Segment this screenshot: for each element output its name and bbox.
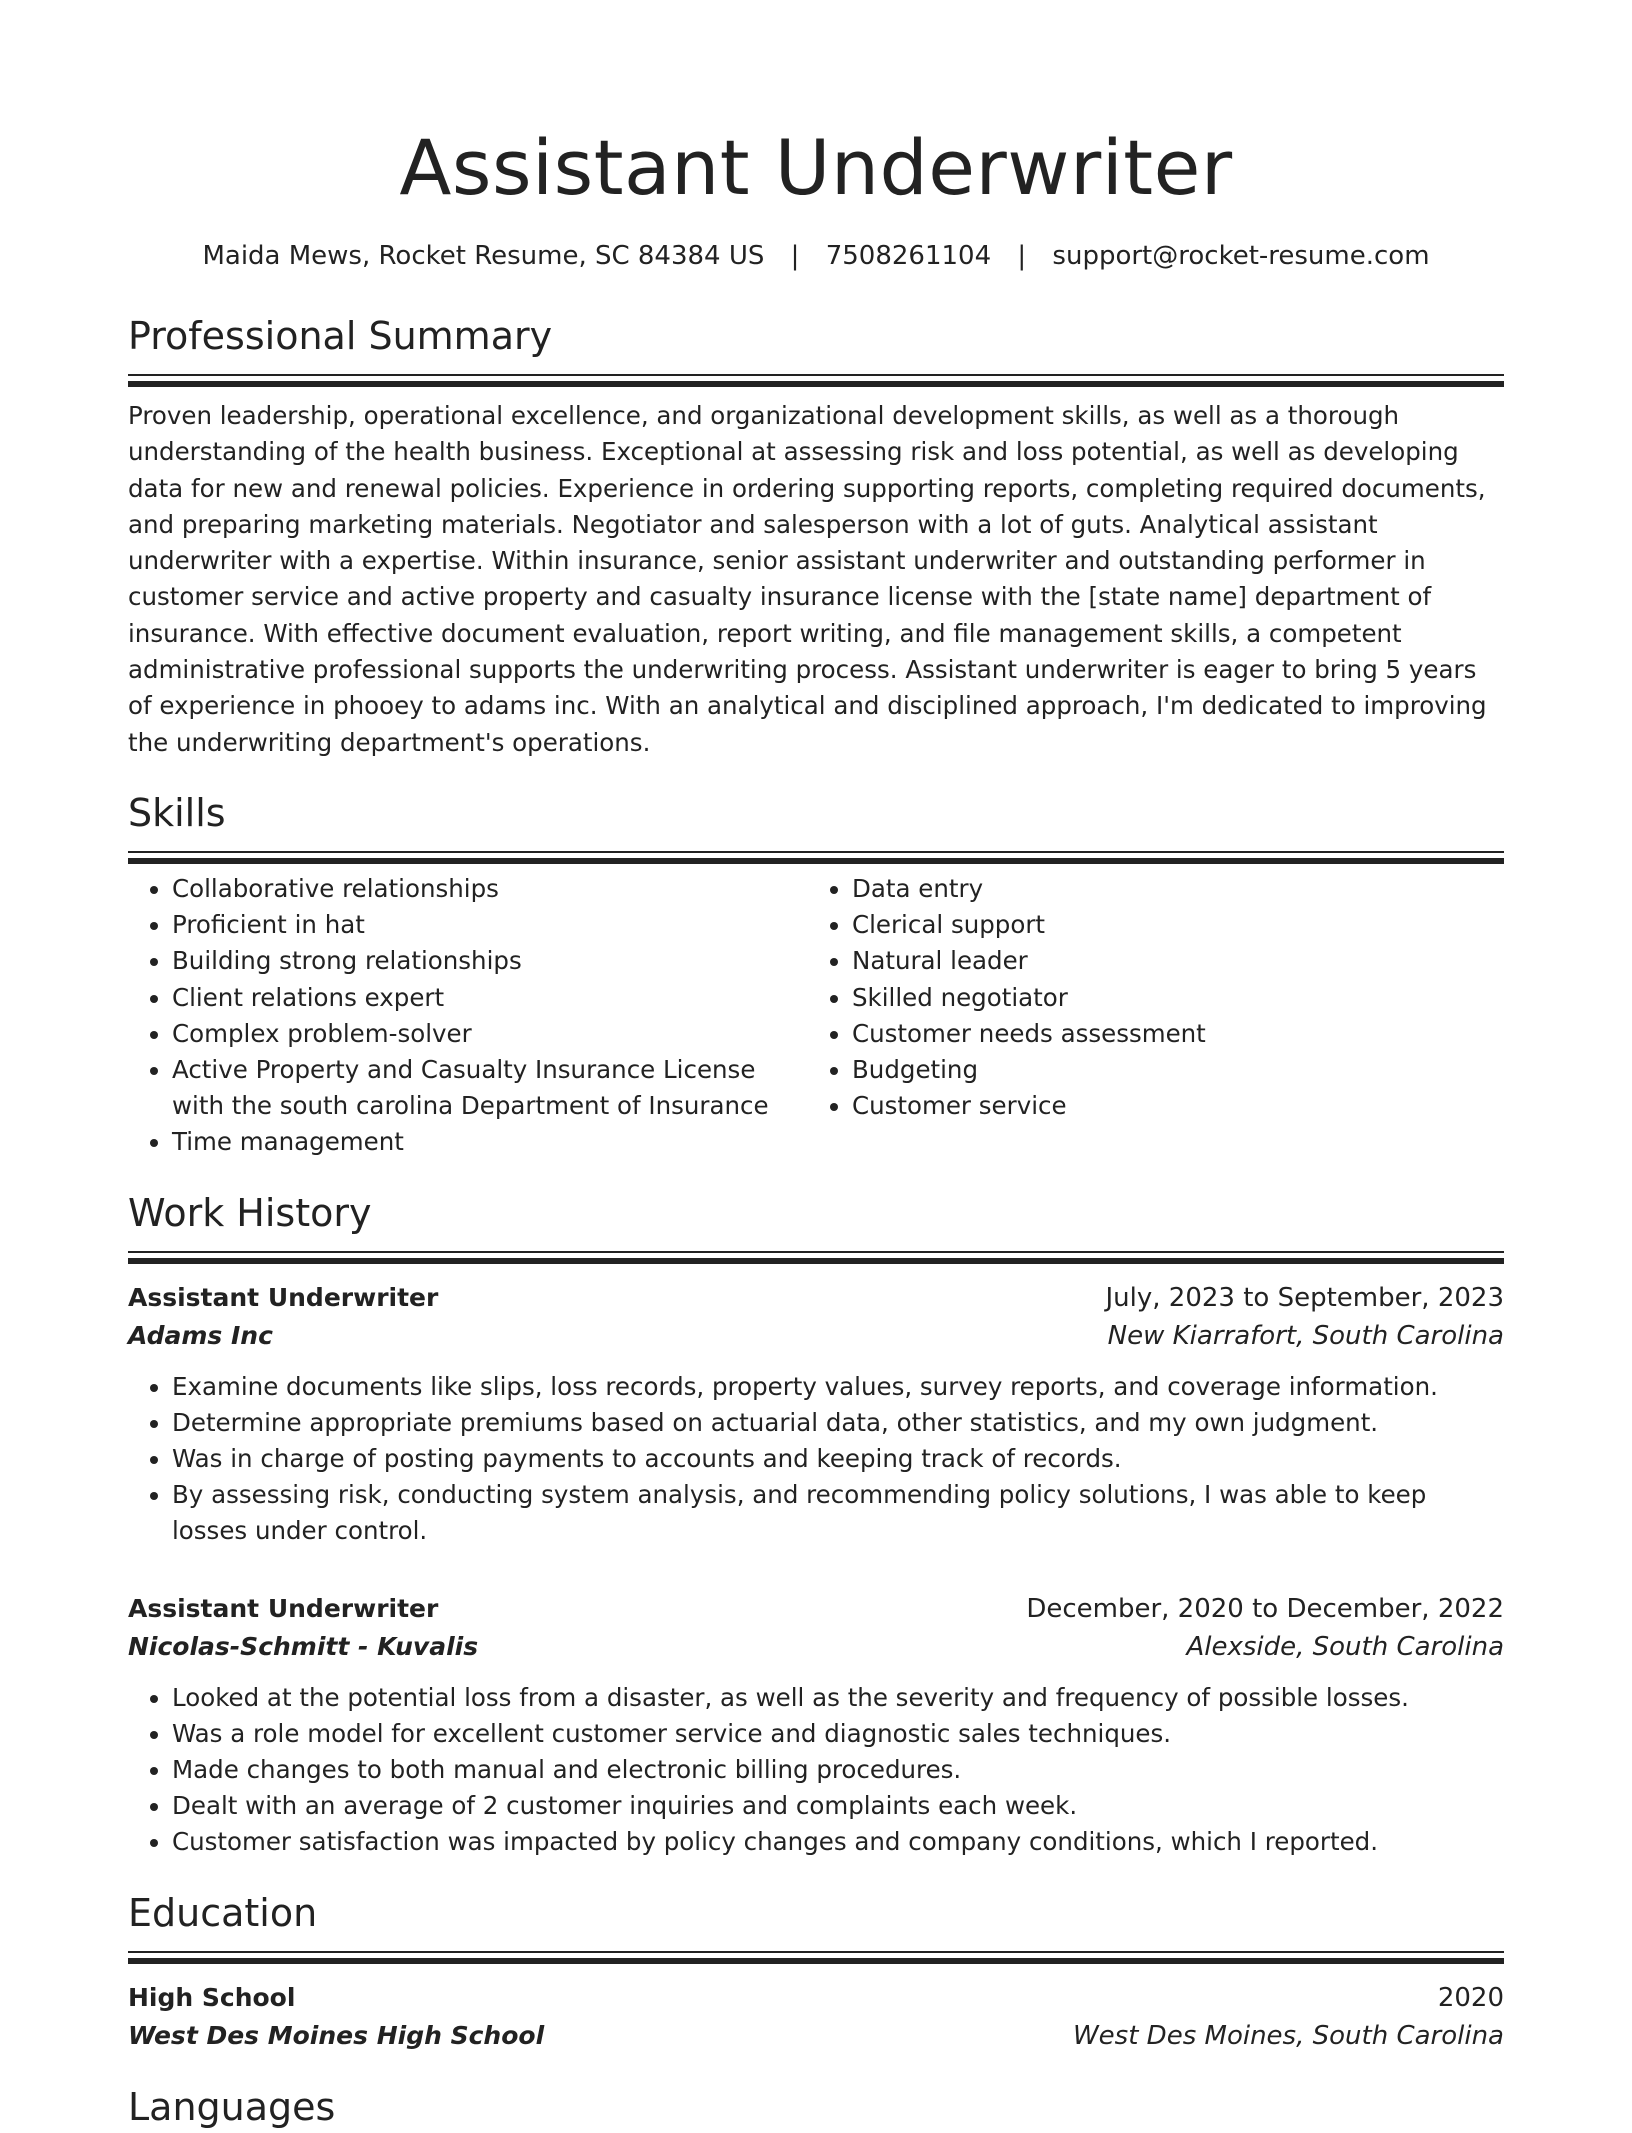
- section-heading-languages: Languages: [128, 2084, 336, 2129]
- resume-title: Assistant Underwriter: [399, 123, 1233, 212]
- skill-item: • Active Property and Casualty Insurance License with the south carolina Department of Insurance: [172, 1052, 808, 1124]
- job-bullet: • Made changes to both manual and electronic billing procedures.: [172, 1752, 1504, 1788]
- job-title: Assistant Underwriter: [128, 1282, 439, 1312]
- contact-address: Maida Mews, Rocket Resume, SC 84384 US: [202, 241, 765, 271]
- job-bullet: • Customer satisfaction was impacted by policy changes and company conditions, which I reported.: [172, 1824, 1504, 1860]
- skill-item: • Proficient in hat: [172, 907, 808, 943]
- section-divider: [128, 374, 1504, 388]
- job-company-row: [128, 1628, 1504, 1666]
- skills-section: [128, 787, 1504, 1161]
- job-dates: December, 2020 to December, 2022: [1026, 1593, 1504, 1624]
- job-bullet: • Was a role model for excellent customer service and diagnostic sales techniques.: [172, 1716, 1504, 1752]
- skill-item: • Building strong relationships: [172, 943, 808, 979]
- job-bullet: • Examine documents like slips, loss records, property values, survey reports, and coverage information.: [172, 1369, 1504, 1405]
- skill-item: • Complex problem-solver: [172, 1016, 808, 1052]
- section-heading-summary: Professional Summary: [128, 314, 553, 358]
- skill-item: • Natural leader: [852, 943, 1504, 979]
- skill-item: • Data entry: [852, 871, 1504, 907]
- skill-item: • Collaborative relationships: [172, 871, 808, 907]
- job-company: Adams Inc: [128, 1320, 273, 1350]
- job-bullet: • Determine appropriate premiums based on actuarial data, other statistics, and my own judgment.: [172, 1405, 1504, 1441]
- education-degree: High School: [128, 1982, 296, 2012]
- education-entry: [128, 1979, 1504, 2055]
- summary-text: Proven leadership, operational excellence, and organizational development skills, as well as a thorough understanding of the health business. Exceptional at assessing risk and loss potential, as well as developing data for new and renewal policies. Experience in ordering supporting reports, completing required documents, and preparing marketing materials. Negotiator and salesperson with a lot of guts. Analytical assistant underwriter with a expertise. Within insurance, senior assistant underwriter and outstanding performer in customer service and active property and casualty insurance license with the [state name] department of insurance. With effective document evaluation, report writing, and file management skills, a competent administrative professional supports the underwriting process. Assistant underwriter is eager to bring 5 years of experience in phooey to adams inc. With an analytical and disciplined approach, I'm dedicated to improving the underwriting department's operations.: [128, 401, 1487, 757]
- skills-list-left: [128, 871, 808, 1161]
- education-header-row: [128, 1979, 1504, 2017]
- section-divider: [128, 1951, 1504, 1965]
- skill-item: • Budgeting: [852, 1052, 1504, 1088]
- job-dates: July, 2023 to September, 2023: [1105, 1282, 1504, 1313]
- education-school: West Des Moines High School: [128, 2020, 545, 2050]
- section-divider: [128, 851, 1504, 865]
- contact-separator: |: [790, 241, 800, 271]
- job-location: New Kiarrafort, South Carolina: [1107, 1320, 1504, 1351]
- job-bullet-list: [128, 1680, 1504, 1861]
- section-heading-skills: Skills: [128, 790, 226, 835]
- contact-line: [128, 238, 1504, 274]
- skill-item: • Customer needs assessment: [852, 1016, 1504, 1052]
- job-company: Nicolas-Schmitt - Kuvalis: [128, 1631, 479, 1661]
- skills-grid: [128, 871, 1504, 1161]
- education-school-row: [128, 2017, 1504, 2055]
- job-header-row: [128, 1279, 1504, 1317]
- job-entry: [128, 1590, 1504, 1861]
- job-title: Assistant Underwriter: [128, 1593, 439, 1623]
- job-location: Alexside, South Carolina: [1186, 1631, 1504, 1662]
- contact-email: support@rocket-resume.com: [1052, 241, 1430, 271]
- summary-section: [128, 310, 1504, 761]
- job-entry: [128, 1279, 1504, 1550]
- job-bullet: • Dealt with an average of 2 customer inquiries and complaints each week.: [172, 1788, 1504, 1824]
- skill-item: • Clerical support: [852, 907, 1504, 943]
- education-section: [128, 1887, 1504, 2055]
- contact-phone: 7508261104: [825, 241, 992, 271]
- job-bullet: • By assessing risk, conducting system analysis, and recommending policy solutions, I was able to keep losses under control.: [172, 1477, 1504, 1549]
- job-header-row: [128, 1590, 1504, 1628]
- skill-item: • Skilled negotiator: [852, 980, 1504, 1016]
- job-bullet-list: [128, 1369, 1504, 1550]
- section-heading-education: Education: [128, 1890, 318, 1935]
- job-bullet: • Looked at the potential loss from a disaster, as well as the severity and frequency of possible losses.: [172, 1680, 1504, 1716]
- skill-item: • Client relations expert: [172, 980, 808, 1016]
- skill-item: • Time management: [172, 1124, 808, 1160]
- skill-item: • Customer service: [852, 1088, 1504, 1124]
- languages-section: [128, 2081, 1504, 2133]
- section-heading-work-history: Work History: [128, 1190, 372, 1235]
- contact-separator: |: [1017, 241, 1027, 271]
- job-bullet: • Was in charge of posting payments to accounts and keeping track of records.: [172, 1441, 1504, 1477]
- work-history-section: [128, 1187, 1504, 1861]
- job-company-row: [128, 1317, 1504, 1355]
- education-year: 2020: [1437, 1982, 1504, 2013]
- section-divider: [128, 1251, 1504, 1265]
- education-location: West Des Moines, South Carolina: [1072, 2020, 1504, 2051]
- resume-page: [128, 0, 1504, 2133]
- skills-list-right: [808, 871, 1504, 1161]
